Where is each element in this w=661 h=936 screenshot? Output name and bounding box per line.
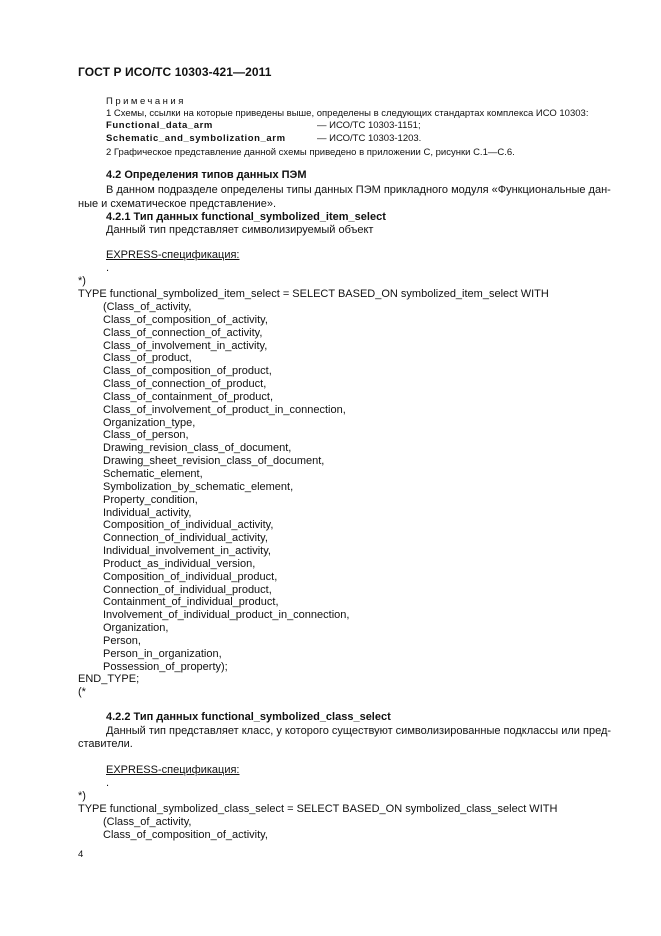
document-header: ГОСТ Р ИСО/ТС 10303-421—2011 xyxy=(78,65,272,79)
select-item: Class_of_composition_of_product, xyxy=(103,365,272,378)
section-paragraph: В данном подразделе определены типы данных ПЭМ прикладного модуля «Функциональные дан- xyxy=(106,184,611,196)
schema-name: Schematic_and_symbolization_arm xyxy=(106,133,286,144)
type-description: ставители. xyxy=(78,738,133,750)
select-item: (Class_of_activity, xyxy=(103,816,192,828)
type-declaration: TYPE functional_symbolized_class_select = SELECT BASED_ON symbolized_class_select WITH xyxy=(78,803,558,815)
select-items-list xyxy=(103,301,349,673)
select-item: Class_of_involvement_of_product_in_connection, xyxy=(103,403,346,416)
section-heading-4-2: 4.2 Определения типов данных ПЭМ xyxy=(106,169,307,181)
select-item: Possession_of_property); xyxy=(103,660,228,673)
select-item: Organization_type, xyxy=(103,416,196,429)
select-item: Person_in_organization, xyxy=(103,647,222,660)
section-paragraph: ные и схематическое представление». xyxy=(78,198,277,210)
page-number: 4 xyxy=(78,849,84,860)
select-item: Class_of_involvement_in_activity, xyxy=(103,339,268,352)
select-item: Connection_of_individual_product, xyxy=(103,583,272,596)
select-item: Composition_of_individual_activity, xyxy=(103,519,274,532)
comment-open-marker: (* xyxy=(78,686,86,698)
schema-name: Functional_data_arm xyxy=(106,120,213,131)
select-item: Composition_of_individual_product, xyxy=(103,570,278,583)
select-item: Class_of_person, xyxy=(103,429,189,442)
select-item: Class_of_product, xyxy=(103,352,192,365)
section-heading-4-2-1: 4.2.1 Тип данных functional_symbolized_item_select xyxy=(106,211,386,223)
comment-close-marker: *) xyxy=(78,790,86,802)
select-item: Class_of_composition_of_activity, xyxy=(103,828,268,841)
select-item: Class_of_connection_of_product, xyxy=(103,378,267,391)
select-item: Organization, xyxy=(103,622,169,635)
note-1: 1 Схемы, ссылки на которые приведены выше, определены в следующих стандартах комплекса ИСО 10303: xyxy=(106,108,589,119)
select-item: Property_condition, xyxy=(103,493,198,506)
select-item: Individual_involvement_in_activity, xyxy=(103,545,271,558)
select-item: (Class_of_activity, xyxy=(103,301,192,313)
select-item: Class_of_containment_of_product, xyxy=(103,390,273,403)
select-item: Product_as_individual_version, xyxy=(103,557,256,570)
select-item: Class_of_composition_of_activity, xyxy=(103,313,268,326)
dot-marker: . xyxy=(106,777,110,789)
select-item: Drawing_sheet_revision_class_of_document, xyxy=(103,455,325,468)
dot-marker: . xyxy=(106,262,110,274)
type-declaration: TYPE functional_symbolized_item_select = SELECT BASED_ON symbolized_item_select WITH xyxy=(78,288,549,300)
select-item: Involvement_of_individual_product_in_connection, xyxy=(103,609,350,622)
type-description: Данный тип представляет класс, у которого существуют символизированные подклассы или пред- xyxy=(106,725,612,737)
select-item: Connection_of_individual_activity, xyxy=(103,532,268,545)
type-description: Данный тип представляет символизируемый объект xyxy=(106,224,374,236)
select-item: Symbolization_by_schematic_element, xyxy=(103,480,294,493)
express-spec-label: EXPRESS-спецификация: xyxy=(106,764,240,776)
select-item: Individual_activity, xyxy=(103,506,192,519)
express-spec-label: EXPRESS-спецификация: xyxy=(106,249,240,261)
select-item: Drawing_revision_class_of_document, xyxy=(103,442,292,455)
section-heading-4-2-2: 4.2.2 Тип данных functional_symbolized_class_select xyxy=(106,711,391,723)
notes-title: Примечания xyxy=(106,96,186,107)
select-item: Schematic_element, xyxy=(103,467,203,480)
schema-standard: — ИСО/ТС 10303-1203. xyxy=(317,133,422,144)
end-type: END_TYPE; xyxy=(78,673,140,685)
note-2: 2 Графическое представление данной схемы приведено в приложении С, рисунки С.1—С.6. xyxy=(106,147,515,158)
select-item: Containment_of_individual_product, xyxy=(103,596,279,609)
select-item: Class_of_connection_of_activity, xyxy=(103,326,263,339)
select-item: Person, xyxy=(103,634,141,647)
comment-close-marker: *) xyxy=(78,275,86,287)
schema-standard: — ИСО/ТС 10303-1151; xyxy=(317,120,421,131)
select-items-list xyxy=(103,816,268,842)
